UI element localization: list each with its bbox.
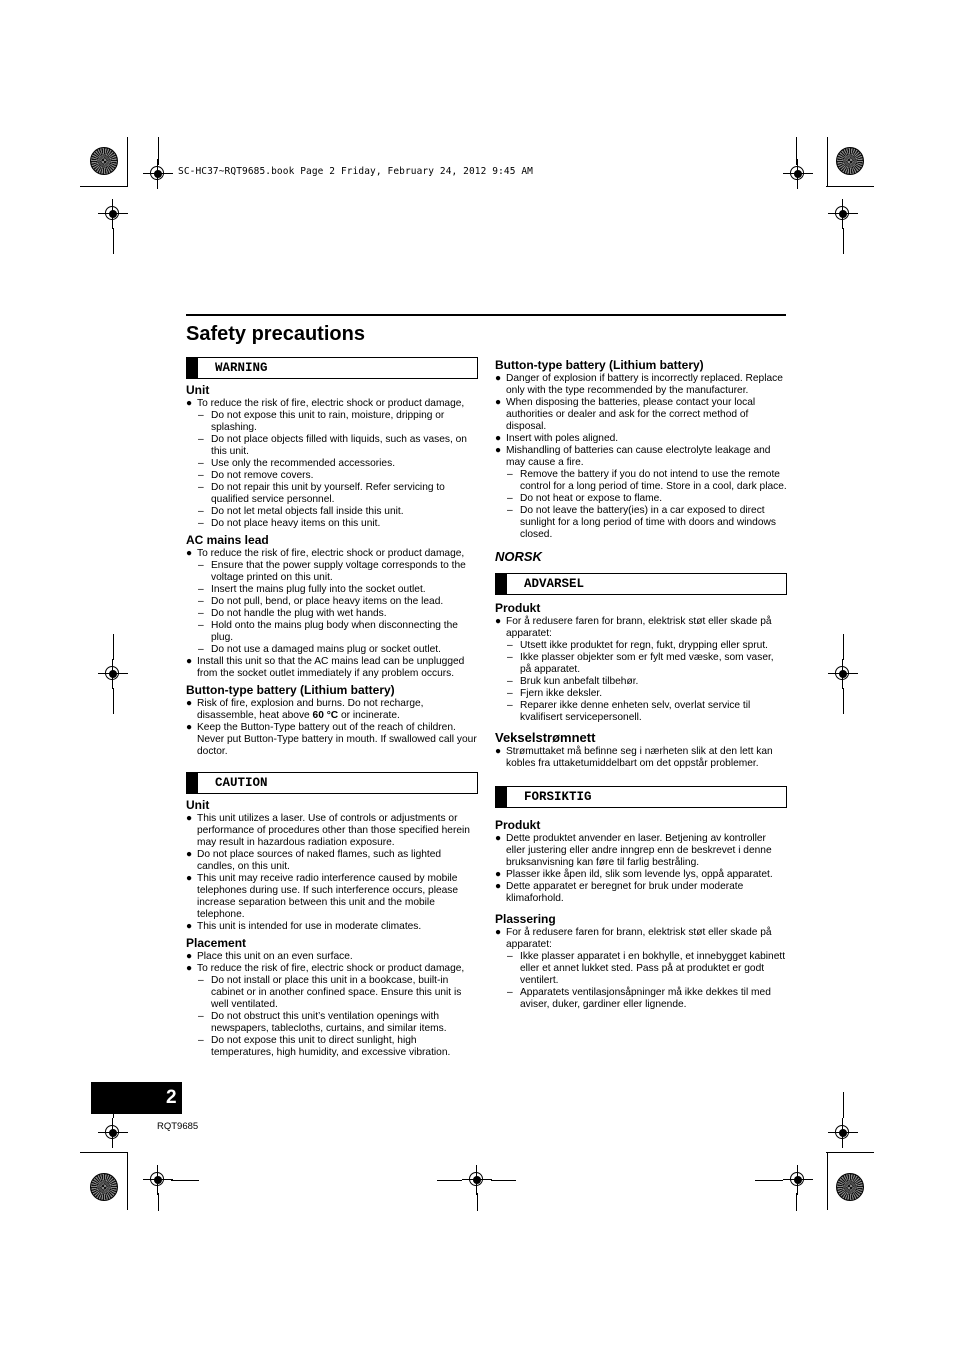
- bullet-item: ● Mishandling of batteries can cause electrolyte leakage and may cause a fire.: [495, 445, 771, 468]
- bullet-item: ● Keep the Button-Type battery out of the reach of children. Never put Button-Type battery in mouth. If swallowed call your doctor.: [186, 722, 477, 757]
- dash-item: – Do not expose this unit to direct sunlight, high temperatures, high humidity, and excessive vibration.: [198, 1035, 451, 1058]
- forsiktig-heading-box: [495, 786, 787, 808]
- bullet-item: ● For å redusere faren for brann, elektrisk støt eller skade på apparatet:: [495, 616, 772, 639]
- document-code: RQT9685: [157, 1121, 199, 1132]
- battery-heading: Button-type battery (Lithium battery): [495, 358, 704, 372]
- dash-item: – Do not obstruct this unit’s ventilation openings with newspapers, tablecloths, curtains, and similar items.: [198, 1011, 447, 1034]
- registration-starburst-top-left: [90, 147, 118, 175]
- caution-heading-box: [186, 772, 478, 794]
- bullet-item: ● To reduce the risk of fire, electric shock or product damage,: [186, 963, 465, 974]
- registration-crosshair-icon: [828, 1118, 858, 1148]
- ac-lead-heading: AC mains lead: [186, 533, 269, 547]
- advarsel-label: ADVARSEL: [524, 577, 585, 591]
- dash-item: – Do not place heavy items on this unit.: [198, 518, 381, 529]
- bullet-item: ● Do not place sources of naked flames, such as lighted candles, on this unit.: [186, 849, 442, 872]
- dash-item: – Do not install or place this unit in a bookcase, built-in cabinet or in another confined space. Ensure this unit is well ventilated.: [198, 975, 462, 1010]
- registration-crosshair-icon: [783, 159, 813, 189]
- dash-item: – Hold onto the mains plug body when disconnecting the plug.: [198, 620, 458, 643]
- dash-item: – Do not repair this unit by yourself. Refer servicing to qualified service personnel.: [198, 482, 445, 505]
- bullet-item: ● Place this unit on an even surface.: [186, 951, 353, 962]
- dash-item: – Do not leave the battery(ies) in a car exposed to direct sunlight for a long period of time with doors and windows closed.: [507, 505, 776, 540]
- battery-heading: Button-type battery (Lithium battery): [186, 683, 395, 697]
- right-column: [495, 355, 787, 1011]
- registration-crosshair-icon: [828, 199, 858, 229]
- advarsel-heading-box: [495, 573, 787, 595]
- dash-item: – Insert the mains plug fully into the socket outlet.: [198, 584, 426, 595]
- dash-item: – Do not pull, bend, or place heavy items on the lead.: [198, 596, 444, 607]
- bullet-item: ● Dette produktet anvender en laser. Betjening av kontroller eller justering eller andre inngrep enn de beskrevet i denne bruksanvisning kan føre til farlig bestråling.: [495, 833, 772, 868]
- forsiktig-label: FORSIKTIG: [524, 790, 592, 804]
- bullet-item: ● To reduce the risk of fire, electric shock or product damage,: [186, 548, 465, 559]
- warning-label: WARNING: [215, 361, 268, 375]
- bullet-item: ● This unit is intended for use in moderate climates.: [186, 921, 422, 932]
- left-column: [186, 355, 478, 1059]
- dash-item: – Use only the recommended accessories.: [198, 458, 396, 469]
- registration-crosshair-icon: [98, 659, 128, 689]
- plassering-heading: Plassering: [495, 912, 556, 926]
- book-file-stamp: SC-HC37~RQT9685.book Page 2 Friday, February 24, 2012 9:45 AM: [178, 166, 533, 177]
- page-title: Safety precautions: [186, 323, 365, 345]
- dash-item: – Reparer ikke denne enheten selv, overlat service til kvalifisert servicepersonell.: [507, 700, 751, 723]
- registration-crosshair-icon: [828, 659, 858, 689]
- dash-item: – Do not handle the plug with wet hands.: [198, 608, 387, 619]
- registration-crosshair-icon: [783, 1165, 813, 1195]
- dash-item: – Ikke plasser apparatet i en bokhylle, et innebygget kabinett eller et annet lukket sted. Pass på at produktet er godt ventilert.: [507, 951, 786, 986]
- title-rule: [186, 314, 786, 316]
- placement-heading: Placement: [186, 936, 247, 950]
- unit-heading: Unit: [186, 383, 210, 397]
- registration-starburst-top-right: [836, 147, 864, 175]
- dash-item: – Do not remove covers.: [198, 470, 314, 481]
- vekselstromnett-heading: Vekselstrømnett: [495, 730, 596, 745]
- produkt-heading: Produkt: [495, 601, 541, 615]
- registration-crosshair-icon: [98, 199, 128, 229]
- bullet-item: ● Strømuttaket må befinne seg i nærheten slik at den lett kan kobles fra uttaketumiddelbart om det oppstår problemer.: [495, 746, 773, 769]
- language-heading-norsk: NORSK: [495, 549, 542, 564]
- bullet-item: ● To reduce the risk of fire, electric shock or product damage,: [186, 398, 465, 409]
- heading-marker: [186, 357, 198, 379]
- temperature-value: 60 °C: [312, 710, 339, 721]
- caution-label: CAUTION: [215, 776, 268, 790]
- dash-item: – Ensure that the power supply voltage corresponds to the voltage printed on this unit.: [198, 560, 466, 583]
- dash-item: – Fjern ikke deksler.: [507, 688, 603, 699]
- dash-item: – Apparatets ventilasjonsåpninger må ikke dekkes til med aviser, duker, gardiner eller lignende.: [507, 987, 771, 1010]
- warning-heading-box: [186, 357, 478, 379]
- bullet-item: ● Plasser ikke åpen ild, slik som levende lys, oppå apparatet.: [495, 869, 773, 880]
- dash-item: – Ikke plasser objekter som er fylt med væske, som vaser, på apparatet.: [507, 652, 774, 675]
- heading-marker: [495, 573, 507, 595]
- bullet-item: ● Install this unit so that the AC mains lead can be unplugged from the socket outlet immediately if any problem occurs.: [186, 656, 465, 679]
- registration-starburst-bottom-right: [836, 1173, 864, 1201]
- heading-marker: [495, 786, 507, 808]
- bullet-item: ● Risk of fire, explosion and burns. Do not recharge, disassemble, heat above 60 °C or incinerate.: [186, 698, 424, 721]
- bullet-item: ● Danger of explosion if battery is incorrectly replaced. Replace only with the type recommended by the manufacturer.: [495, 373, 783, 396]
- bullet-item: ● This unit may receive radio interference caused by mobile telephones during use. If such interference occurs, please increase separation between this unit and the mobile telephone.: [186, 873, 459, 920]
- heading-marker: [186, 772, 198, 794]
- registration-starburst-bottom-left: [90, 1173, 118, 1201]
- registration-crosshair-icon: [143, 1165, 173, 1195]
- dash-item: – Do not place objects filled with liquids, such as vases, on this unit.: [198, 434, 467, 457]
- dash-item: – Do not let metal objects fall inside this unit.: [198, 506, 404, 517]
- bullet-item: ● Insert with poles aligned.: [495, 433, 619, 444]
- dash-item: – Do not use a damaged mains plug or socket outlet.: [198, 644, 441, 655]
- dash-item: – Bruk kun anbefalt tilbehør.: [507, 676, 639, 687]
- dash-item: – Do not heat or expose to flame.: [507, 493, 663, 504]
- unit-heading: Unit: [186, 798, 210, 812]
- dash-item: – Utsett ikke produktet for regn, fukt, drypping eller sprut.: [507, 640, 769, 651]
- page-number: 2: [166, 1087, 177, 1108]
- bullet-item: ● This unit utilizes a laser. Use of controls or adjustments or performance of procedures other than those specified herein may result in hazardous radiation exposure.: [186, 813, 470, 848]
- bullet-item: ● For å redusere faren for brann, elektrisk støt eller skade på apparatet:: [495, 927, 772, 950]
- registration-crosshair-icon: [462, 1165, 492, 1195]
- registration-crosshair-icon: [98, 1118, 128, 1148]
- bullet-item: ● Dette apparatet er beregnet for bruk under moderate klimaforhold.: [495, 881, 744, 904]
- produkt-heading: Produkt: [495, 818, 541, 832]
- dash-item: – Remove the battery if you do not intend to use the remote control for a long period of time. Store in a cool, dark place.: [507, 469, 787, 492]
- dash-item: – Do not expose this unit to rain, moisture, dripping or splashing.: [198, 410, 445, 433]
- bullet-item: ● When disposing the batteries, please contact your local authorities or dealer and ask for the correct method of disposal.: [495, 397, 756, 432]
